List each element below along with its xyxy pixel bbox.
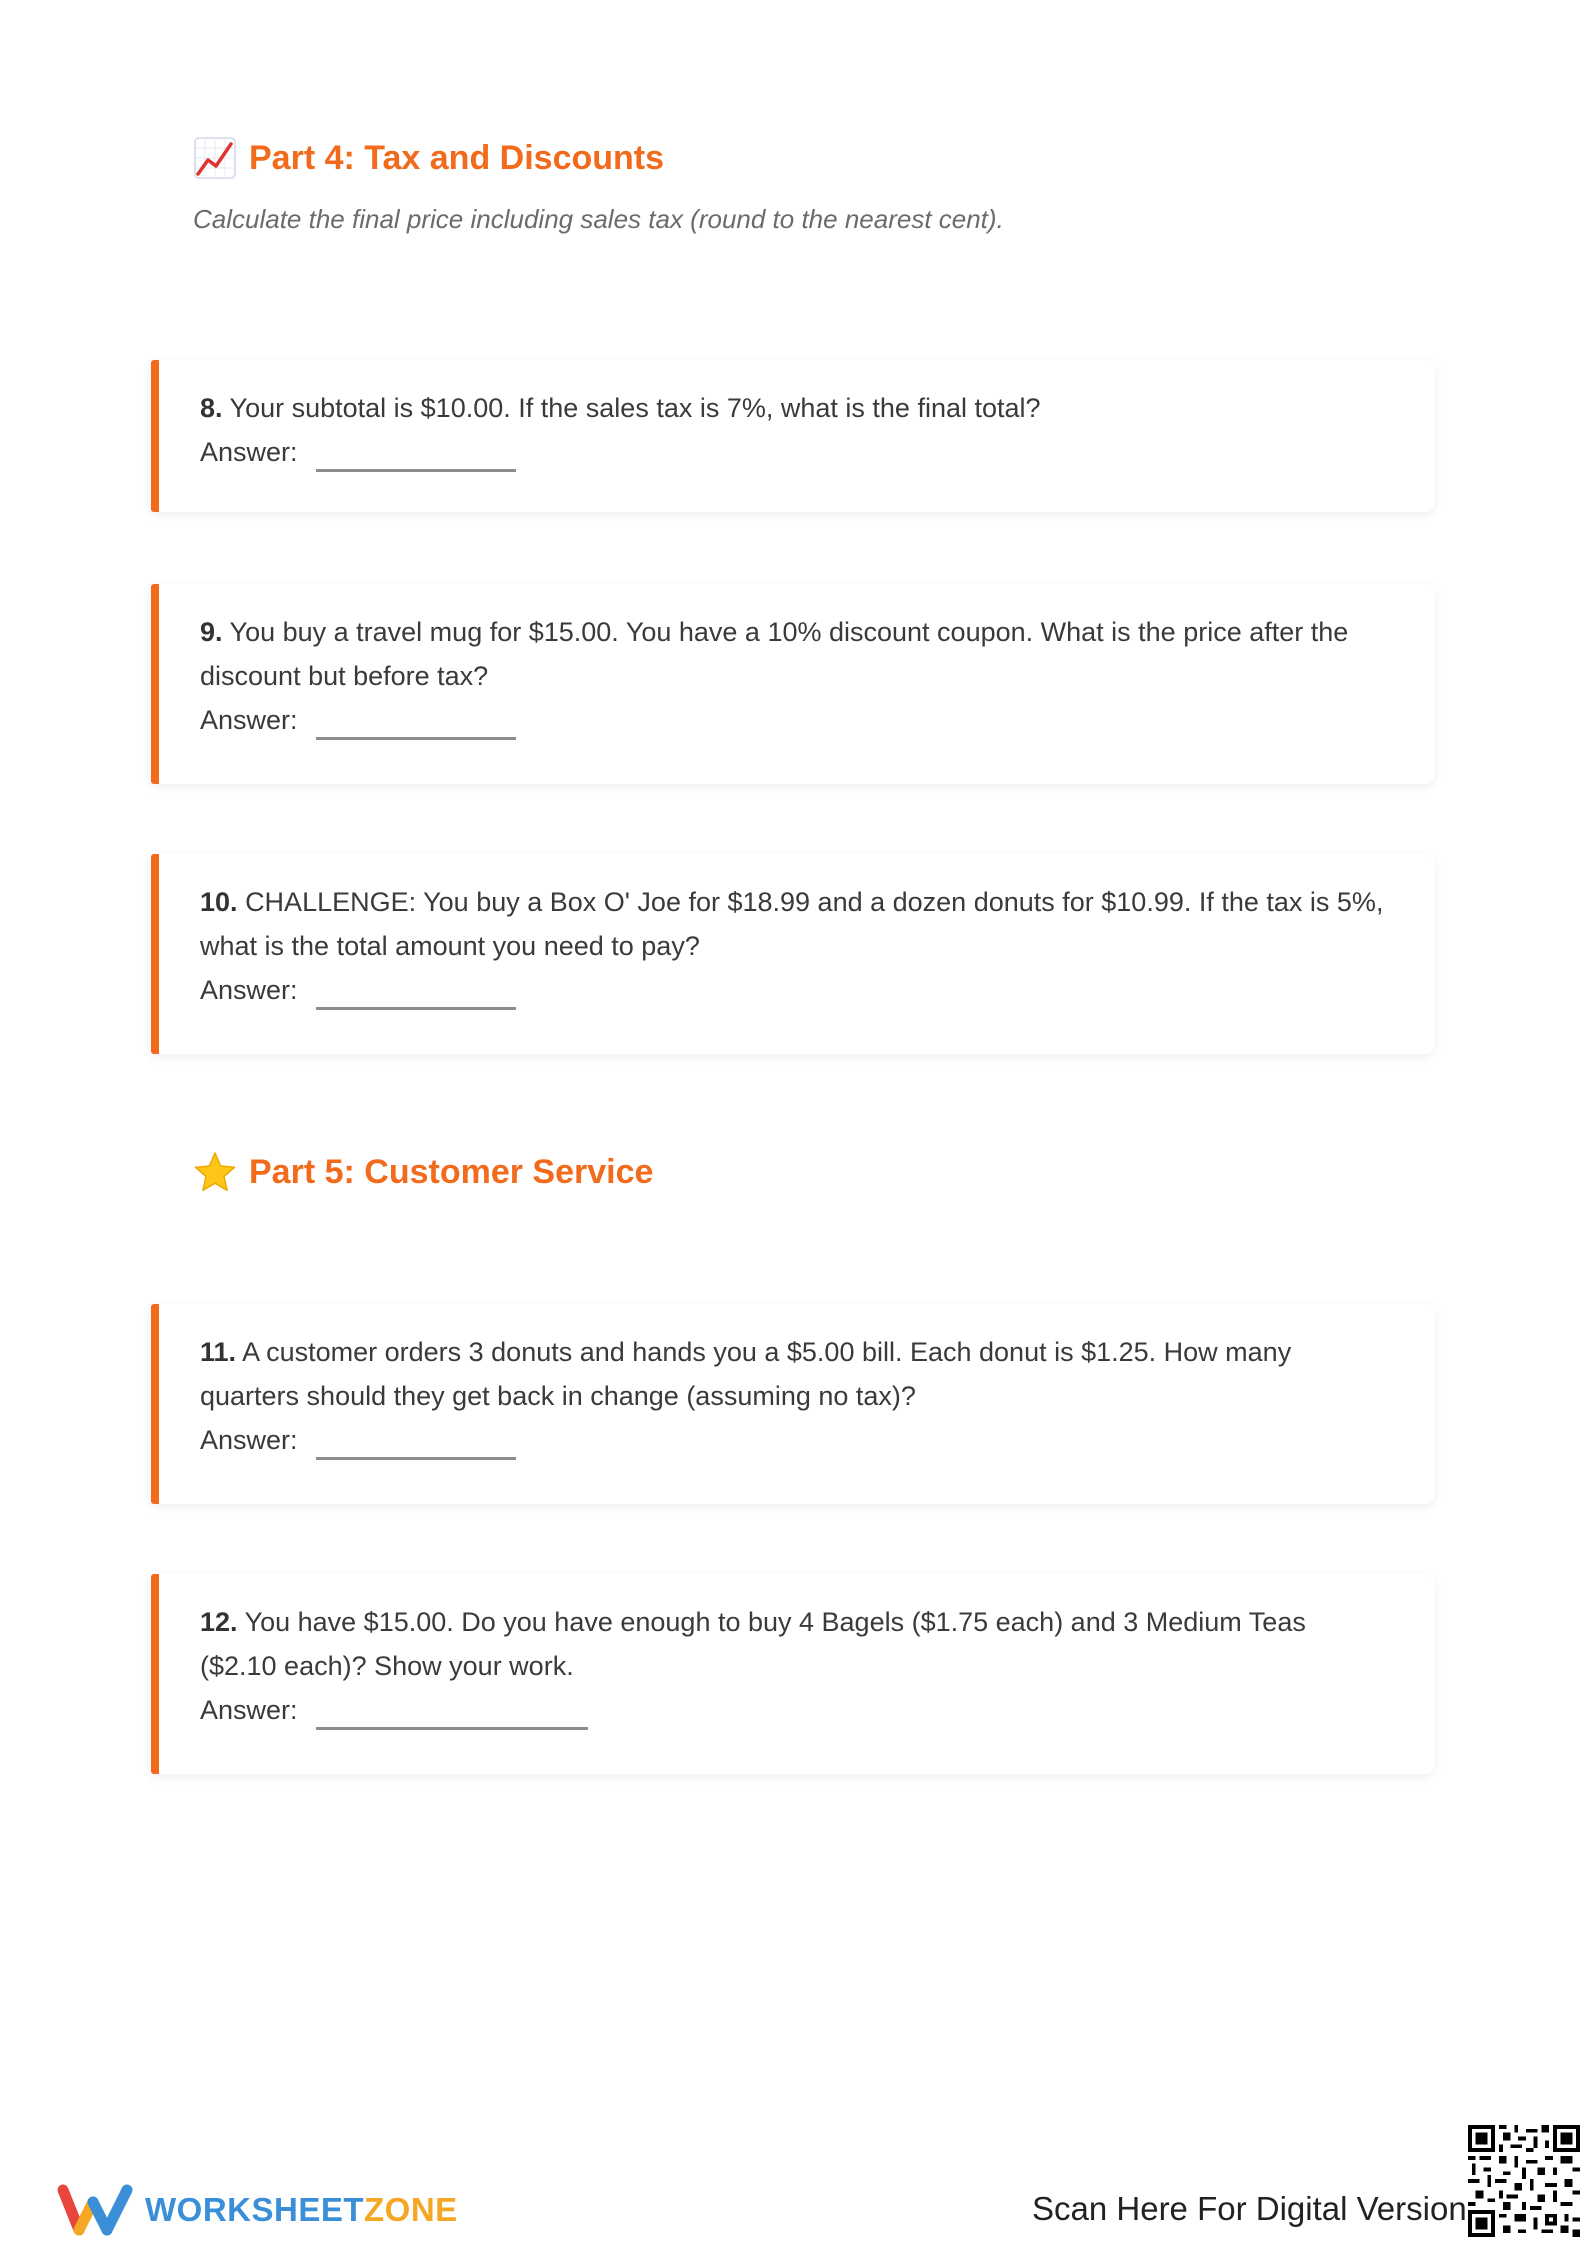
logo-text-part1: WORKSHEET	[145, 2191, 364, 2228]
answer-label: Answer:	[200, 437, 298, 467]
question-card-9	[151, 584, 1435, 784]
answer-blank[interactable]	[316, 1007, 516, 1010]
logo-text-part2: ZONE	[364, 2191, 458, 2228]
question-body: A customer orders 3 donuts and hands you a $5.00 bill. Each donut is $1.25. How many quarters should they get back in change (assuming no tax)?	[200, 1337, 1292, 1411]
answer-label: Answer:	[200, 1425, 298, 1455]
scan-label: Scan Here For Digital Version	[1032, 2190, 1467, 2227]
part4-instructions: Calculate the final price including sales tax (round to the nearest cent).	[193, 204, 1004, 234]
question-number: 10.	[200, 887, 238, 917]
qr-code-icon[interactable]	[1468, 2125, 1580, 2237]
question-number: 8.	[200, 393, 223, 423]
question-body: CHALLENGE: You buy a Box O' Joe for $18.99 and a dozen donuts for $10.99. If the tax is 5%, what is the total amount you need to pay?	[200, 887, 1384, 961]
star-icon	[193, 1150, 237, 1194]
answer-row	[200, 1688, 1387, 1732]
question-number: 11.	[200, 1337, 237, 1367]
question-body: You have $15.00. Do you have enough to buy 4 Bagels ($1.75 each) and 3 Medium Teas ($2.10 each)? Show your work.	[200, 1607, 1306, 1681]
part5-title: Part 5: Customer Service	[249, 1152, 654, 1191]
answer-blank[interactable]	[316, 1727, 588, 1730]
question-card-10	[151, 854, 1435, 1054]
question-number: 9.	[200, 617, 223, 647]
question-text	[200, 610, 1387, 698]
answer-row	[200, 968, 1387, 1012]
part4-heading	[193, 136, 664, 180]
part5-heading	[193, 1150, 653, 1194]
answer-blank[interactable]	[316, 469, 516, 472]
answer-label: Answer:	[200, 975, 298, 1005]
answer-row	[200, 698, 1387, 742]
question-text	[200, 880, 1387, 968]
worksheetzone-logo[interactable]	[55, 2182, 458, 2238]
chart-increasing-icon	[193, 136, 237, 180]
answer-blank[interactable]	[316, 737, 516, 740]
question-number: 12.	[200, 1607, 238, 1637]
question-card-8	[151, 360, 1435, 512]
question-text	[200, 1600, 1387, 1688]
answer-label: Answer:	[200, 705, 298, 735]
question-card-12	[151, 1574, 1435, 1774]
logo-w-icon	[55, 2182, 135, 2238]
part4-title: Part 4: Tax and Discounts	[249, 138, 665, 177]
answer-blank[interactable]	[316, 1457, 516, 1460]
answer-label: Answer:	[200, 1695, 298, 1725]
question-body: You buy a travel mug for $15.00. You have a 10% discount coupon. What is the price after the discount but before tax?	[200, 617, 1349, 691]
answer-row	[200, 430, 1387, 474]
question-card-11	[151, 1304, 1435, 1504]
question-body: Your subtotal is $10.00. If the sales tax is 7%, what is the final total?	[229, 393, 1041, 423]
question-text	[200, 1330, 1387, 1418]
logo-text	[145, 2191, 458, 2229]
question-text	[200, 386, 1387, 430]
answer-row	[200, 1418, 1387, 1462]
